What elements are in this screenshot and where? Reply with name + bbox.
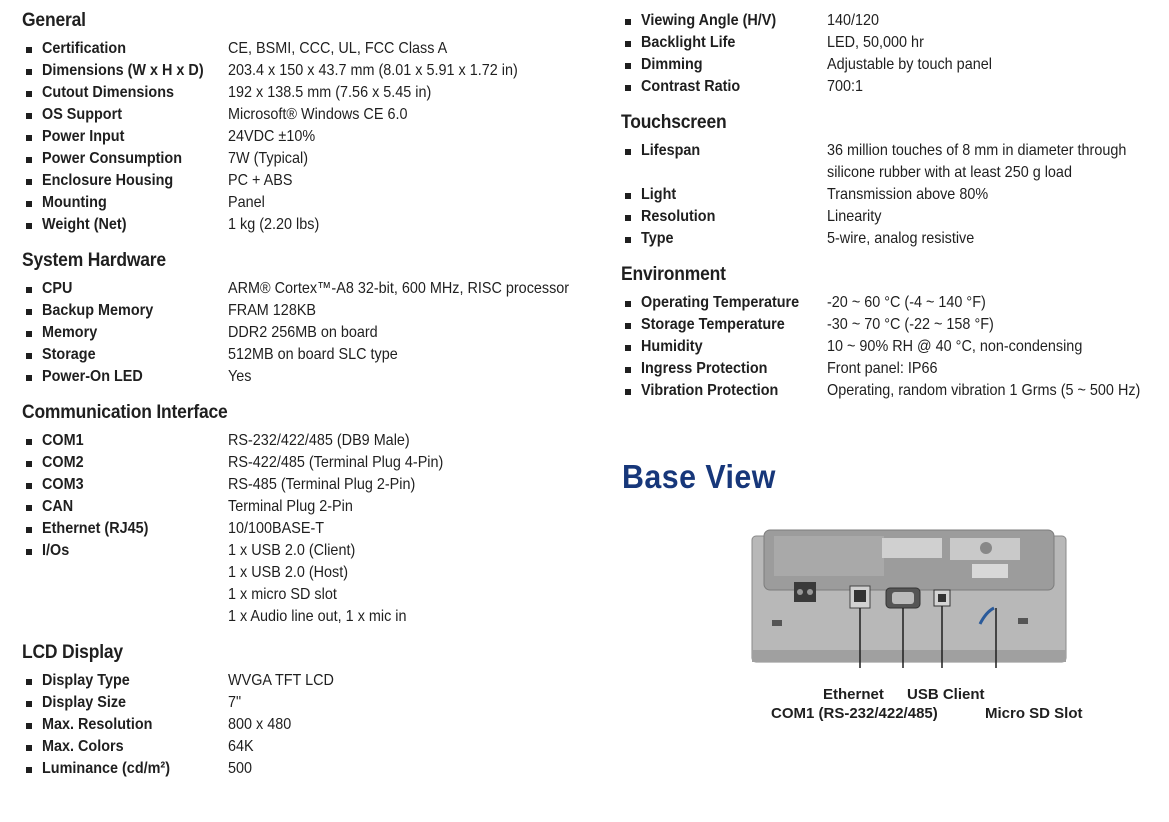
bullet-icon [22, 170, 42, 192]
spec-key: CAN [42, 498, 74, 515]
bullet-icon [22, 104, 42, 126]
spec-key: Resolution [641, 208, 716, 225]
spec-section-lcd-display [22, 642, 602, 780]
spec-value: Microsoft® Windows CE 6.0 [228, 106, 408, 123]
spec-row [621, 358, 1161, 380]
spec-key [42, 606, 209, 628]
spec-row [22, 736, 602, 758]
spec-key: Contrast Ratio [641, 78, 741, 95]
spec-row [22, 562, 602, 584]
bullet-icon [22, 736, 42, 758]
bullet-icon [22, 584, 42, 606]
spec-value: 10 ~ 90% RH @ 40 °C, non-condensing [827, 338, 1083, 355]
spec-row [22, 322, 602, 344]
spec-value: Linearity [827, 208, 882, 225]
spec-row [22, 126, 602, 148]
spec-key: Power-On LED [42, 368, 143, 385]
spec-row [22, 584, 602, 606]
spec-row [621, 140, 1161, 184]
spec-key: COM3 [42, 476, 84, 493]
spec-value: 1 x USB 2.0 (Host) [228, 564, 349, 581]
spec-row [22, 148, 602, 170]
bullet-icon [22, 430, 42, 452]
spec-key: Operating Temperature [641, 294, 800, 311]
callout-micro-sd: Micro SD Slot [985, 705, 1083, 722]
spec-value: 1 kg (2.20 lbs) [228, 216, 320, 233]
bullet-icon [22, 606, 42, 628]
section-title: System Hardware [22, 250, 166, 271]
callout-usb-client: USB Client [907, 686, 985, 703]
bullet-icon [621, 336, 641, 358]
spec-value: RS-485 (Terminal Plug 2-Pin) [228, 476, 416, 493]
spec-key: Humidity [641, 338, 703, 355]
spec-value: Adjustable by touch panel [827, 56, 992, 73]
bullet-icon [22, 192, 42, 214]
spec-value: 500 [228, 760, 253, 777]
device-base-view-image [750, 528, 1068, 668]
spec-row [621, 54, 1161, 76]
spec-row [22, 670, 602, 692]
spec-row [22, 540, 602, 562]
bullet-icon [22, 214, 42, 236]
spec-value: Panel [228, 194, 265, 211]
left-column [22, 10, 602, 794]
spec-row [22, 38, 602, 60]
spec-key: COM2 [42, 454, 84, 471]
bullet-icon [22, 518, 42, 540]
bullet-icon [621, 206, 641, 228]
base-view-title: Base View [622, 458, 776, 495]
spec-key: OS Support [42, 106, 123, 123]
section-title: General [22, 10, 86, 31]
spec-value: 192 x 138.5 mm (7.56 x 5.45 in) [228, 84, 432, 101]
bullet-icon [621, 140, 641, 184]
spec-row [22, 474, 602, 496]
spec-value: RS-422/485 (Terminal Plug 4-Pin) [228, 454, 444, 471]
bullet-icon [22, 300, 42, 322]
bullet-icon [22, 758, 42, 780]
spec-key: I/Os [42, 542, 70, 559]
bullet-icon [22, 714, 42, 736]
bullet-icon [22, 474, 42, 496]
callout-ethernet: Ethernet [823, 686, 884, 703]
bullet-icon [22, 344, 42, 366]
spec-key: Vibration Protection [641, 382, 779, 399]
bullet-icon [22, 540, 42, 562]
spec-value: 140/120 [827, 12, 880, 29]
spec-row [22, 192, 602, 214]
bullet-icon [22, 82, 42, 104]
spec-value: DDR2 256MB on board [228, 324, 378, 341]
spec-value: Yes [228, 368, 252, 385]
spec-row [22, 692, 602, 714]
spec-value: Terminal Plug 2-Pin [228, 498, 353, 515]
section-title: Environment [621, 264, 726, 285]
bullet-icon [621, 314, 641, 336]
spec-value: PC + ABS [228, 172, 293, 189]
spec-key: Light [641, 186, 677, 203]
bullet-icon [22, 452, 42, 474]
spec-row [22, 344, 602, 366]
spec-value: FRAM 128KB [228, 302, 317, 319]
spec-value: -30 ~ 70 °C (-22 ~ 158 °F) [827, 316, 994, 333]
bullet-icon [621, 10, 641, 32]
spec-row [22, 714, 602, 736]
bullet-icon [22, 60, 42, 82]
spec-key: Power Input [42, 128, 125, 145]
spec-value: 5-wire, analog resistive [827, 230, 975, 247]
spec-row [22, 214, 602, 236]
spec-key: Enclosure Housing [42, 172, 174, 189]
spec-row [621, 292, 1161, 314]
spec-key: Dimming [641, 56, 703, 73]
spec-value: 1 x micro SD slot [228, 586, 337, 603]
bullet-icon [621, 184, 641, 206]
spec-value: 203.4 x 150 x 43.7 mm (8.01 x 5.91 x 1.72 in) [228, 62, 518, 79]
spec-key: Type [641, 230, 674, 247]
spec-value: 7W (Typical) [228, 150, 309, 167]
spec-row [22, 104, 602, 126]
spec-section-part-0 [621, 10, 1161, 98]
spec-key: Mounting [42, 194, 107, 211]
spec-row [22, 300, 602, 322]
bullet-icon [621, 76, 641, 98]
spec-key: Cutout Dimensions [42, 84, 175, 101]
spec-section-system-hardware [22, 250, 602, 388]
spec-key: Lifespan [641, 142, 701, 159]
spec-value: Front panel: IP66 [827, 360, 938, 377]
spec-row [22, 82, 602, 104]
section-title: Touchscreen [621, 112, 727, 133]
spec-value: ARM® Cortex™-A8 32-bit, 600 MHz, RISC processor [228, 280, 570, 297]
bullet-icon [22, 496, 42, 518]
spec-section-general [22, 10, 602, 236]
spec-row [621, 336, 1161, 358]
spec-key: Weight (Net) [42, 216, 127, 233]
bullet-icon [22, 126, 42, 148]
spec-key [42, 562, 209, 584]
spec-key: Luminance (cd/m²) [42, 760, 171, 777]
bullet-icon [621, 292, 641, 314]
bullet-icon [22, 670, 42, 692]
section-title: LCD Display [22, 642, 123, 663]
spec-key: Ethernet (RJ45) [42, 520, 149, 537]
spec-key: COM1 [42, 432, 84, 449]
spec-value: 36 million touches of 8 mm in diameter through silicone rubber with at least 250 g load [827, 142, 1127, 181]
spec-key: Backlight Life [641, 34, 736, 51]
bullet-icon [22, 278, 42, 300]
spec-key: Display Type [42, 672, 130, 689]
spec-value: 1 x Audio line out, 1 x mic in [228, 608, 407, 625]
spec-row [22, 496, 602, 518]
spec-key: Storage [42, 346, 96, 363]
spec-key [42, 584, 209, 606]
spec-row [22, 430, 602, 452]
spec-key: Certification [42, 40, 127, 57]
spec-key: Dimensions (W x H x D) [42, 62, 204, 79]
spec-section-touchscreen [621, 112, 1161, 250]
bullet-icon [621, 228, 641, 250]
spec-key: Max. Colors [42, 738, 124, 755]
spec-row [22, 518, 602, 540]
spec-key: CPU [42, 280, 73, 297]
bullet-icon [22, 366, 42, 388]
spec-value: Transmission above 80% [827, 186, 989, 203]
spec-key: Viewing Angle (H/V) [641, 12, 777, 29]
spec-row [22, 60, 602, 82]
bullet-icon [22, 148, 42, 170]
spec-row [22, 758, 602, 780]
spec-key: Display Size [42, 694, 127, 711]
spec-key: Power Consumption [42, 150, 183, 167]
spec-row [22, 452, 602, 474]
spec-key: Ingress Protection [641, 360, 768, 377]
spec-value: RS-232/422/485 (DB9 Male) [228, 432, 410, 449]
spec-key: Max. Resolution [42, 716, 153, 733]
spec-value: 64K [228, 738, 254, 755]
bullet-icon [22, 692, 42, 714]
spec-value: 7" [228, 694, 242, 711]
bullet-icon [22, 322, 42, 344]
spec-row [621, 228, 1161, 250]
callout-com1: COM1 (RS-232/422/485) [771, 705, 938, 722]
bullet-icon [621, 358, 641, 380]
spec-row [621, 76, 1161, 98]
spec-value: WVGA TFT LCD [228, 672, 334, 689]
spec-section-communication-interface [22, 402, 602, 628]
spec-key: Backup Memory [42, 302, 154, 319]
spec-row [22, 366, 602, 388]
spec-value: LED, 50,000 hr [827, 34, 924, 51]
bullet-icon [621, 380, 641, 402]
spec-value: 10/100BASE-T [228, 520, 325, 537]
bullet-icon [621, 32, 641, 54]
spec-value: 512MB on board SLC type [228, 346, 398, 363]
spec-value: -20 ~ 60 °C (-4 ~ 140 °F) [827, 294, 986, 311]
bullet-icon [621, 54, 641, 76]
spec-row [22, 170, 602, 192]
bullet-icon [22, 562, 42, 584]
spec-key: Memory [42, 324, 98, 341]
spec-value: CE, BSMI, CCC, UL, FCC Class A [228, 40, 448, 57]
spec-row [621, 206, 1161, 228]
spec-row [22, 278, 602, 300]
spec-row [22, 606, 602, 628]
spec-row [621, 314, 1161, 336]
spec-value: 800 x 480 [228, 716, 292, 733]
spec-value: Operating, random vibration 1 Grms (5 ~ 500 Hz) [827, 382, 1141, 399]
section-title: Communication Interface [22, 402, 228, 423]
right-column [621, 10, 1161, 416]
spec-key: Storage Temperature [641, 316, 785, 333]
spec-row [621, 184, 1161, 206]
spec-row [621, 380, 1161, 402]
spec-row [621, 32, 1161, 54]
spec-value: 24VDC ±10% [228, 128, 316, 145]
spec-value: 1 x USB 2.0 (Client) [228, 542, 356, 559]
spec-row [621, 10, 1161, 32]
bullet-icon [22, 38, 42, 60]
spec-value: 700:1 [827, 78, 864, 95]
spec-section-environment [621, 264, 1161, 402]
